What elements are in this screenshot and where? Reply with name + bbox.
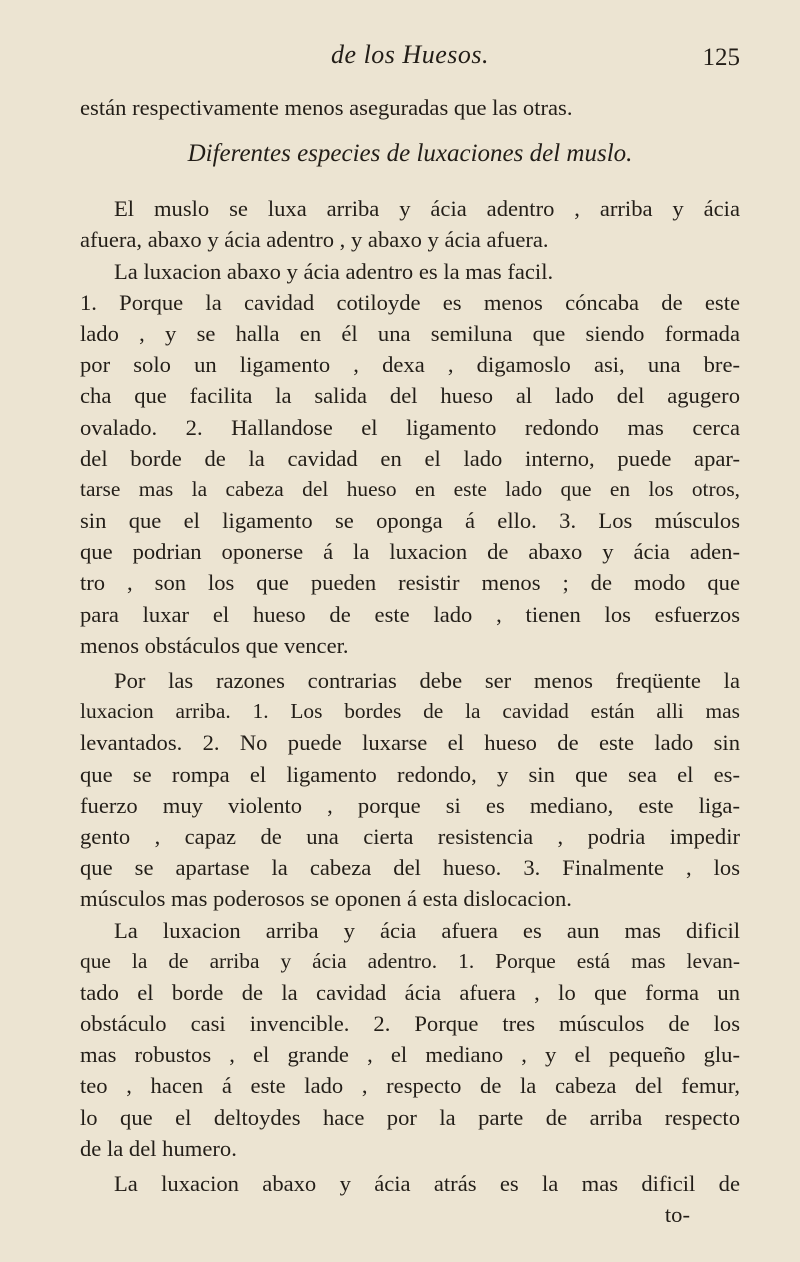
- running-title: de los Huesos.: [331, 40, 489, 69]
- text-line: El muslo se luxa arriba y ácia adentro , arriba y ácia: [114, 196, 740, 222]
- text-line: están respectivamente menos aseguradas que las otras.: [80, 95, 573, 120]
- page-number: 125: [702, 44, 740, 71]
- text-line: La luxacion abaxo y ácia adentro es la mas facil.: [114, 258, 554, 284]
- text-line: sin que el ligamento se oponga á ello. 3. Los músculos: [80, 508, 740, 534]
- text-line: ovalado. 2. Hallandose el ligamento redondo mas cerca: [80, 414, 740, 440]
- text-line: 1. Porque la cavidad cotiloyde es menos cóncaba de este: [80, 289, 740, 315]
- text-line: para luxar el hueso de este lado , tienen los esfuerzos: [80, 601, 740, 627]
- text-line: tarse mas la cabeza del hueso en este lado que en los otros,: [80, 476, 740, 501]
- section-heading: Diferentes especies de luxaciones del muslo.: [187, 140, 633, 168]
- text-line: gento , capaz de una cierta resistencia , podria impedir: [80, 823, 740, 849]
- running-head: [80, 40, 740, 76]
- text-line: mas robustos , el grande , el mediano , y el pequeño glu-: [80, 1042, 740, 1068]
- text-line: afuera, abaxo y ácia adentro , y abaxo y ácia afuera.: [80, 227, 549, 253]
- text-line: de la del humero.: [80, 1135, 237, 1161]
- text-line: luxacion arriba. 1. Los bordes de la cavidad están alli mas: [80, 699, 740, 724]
- text-line: músculos mas poderosos se oponen á esta dislocacion.: [80, 886, 572, 912]
- text-line: fuerzo muy violento , porque si es mediano, este liga-: [80, 792, 740, 818]
- text-line: menos obstáculos que vencer.: [80, 632, 349, 658]
- text-line: que se rompa el ligamento redondo, y sin que sea el es-: [80, 761, 740, 787]
- text-line: La luxacion arriba y ácia afuera es aun mas dificil: [114, 917, 740, 943]
- text-line: del borde de la cavidad en el lado interno, puede apar-: [80, 445, 740, 471]
- text-line: obstáculo casi invencible. 2. Porque tres músculos de los: [80, 1011, 740, 1037]
- text-line: que se apartase la cabeza del hueso. 3. Finalmente , los: [80, 855, 740, 881]
- text-line: lo que el deltoydes hace por la parte de arriba respecto: [80, 1104, 740, 1130]
- text-line: cha que facilita la salida del hueso al lado del agugero: [80, 383, 740, 409]
- text-line: levantados. 2. No puede luxarse el hueso de este lado sin: [80, 730, 740, 756]
- text-line: teo , hacen á este lado , respecto de la cabeza del femur,: [80, 1073, 740, 1099]
- text-line: Por las razones contrarias debe ser menos freqüente la: [114, 668, 740, 693]
- text-line: La luxacion abaxo y ácia atrás es la mas dificil de: [114, 1171, 740, 1196]
- text-line: tado el borde de la cavidad ácia afuera , lo que forma un: [80, 979, 740, 1005]
- text-line: lado , y se halla en él una semiluna que siendo formada: [80, 320, 740, 346]
- text-line: que la de arriba y ácia adentro. 1. Porque está mas levan-: [80, 948, 740, 973]
- text-line: tro , son los que pueden resistir menos ; de modo que: [80, 570, 740, 596]
- catchword: to-: [664, 1202, 690, 1228]
- text-line: por solo un ligamento , dexa , digamoslo asi, una bre-: [80, 352, 740, 378]
- body-text: [80, 92, 740, 1230]
- text-line: que podrian oponerse á la luxacion de abaxo y ácia aden-: [80, 539, 740, 565]
